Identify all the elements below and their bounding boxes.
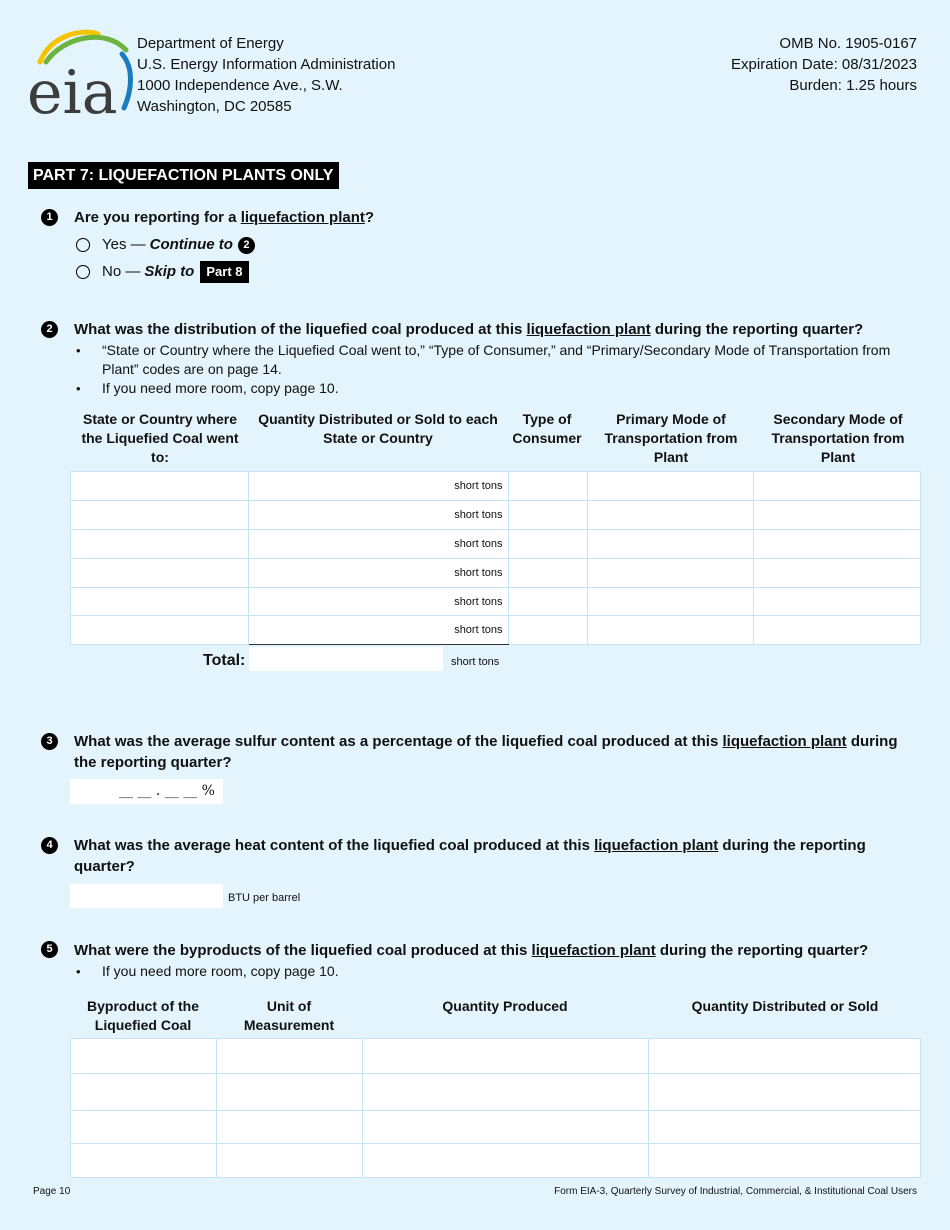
- total-unit: short tons: [451, 656, 500, 668]
- unit-label: short tons: [454, 567, 503, 579]
- question-number-5: 5: [41, 941, 58, 958]
- state-cell[interactable]: [71, 559, 249, 588]
- consumer-cell[interactable]: [508, 530, 588, 559]
- quantity-produced-cell[interactable]: [362, 1144, 649, 1178]
- state-cell[interactable]: [71, 501, 249, 530]
- col-header-primary-mode: Primary Mode of Transportation from Plant: [604, 411, 738, 465]
- primary-mode-cell[interactable]: [588, 559, 754, 588]
- table-row: [71, 472, 921, 501]
- omb-number: OMB No. 1905-0167: [779, 35, 917, 52]
- q4-text-before: What was the average heat content of the liquefied coal produced at this: [74, 837, 595, 854]
- quantity-cell[interactable]: [248, 472, 508, 501]
- secondary-mode-cell[interactable]: [754, 472, 921, 501]
- q1-text-link: liquefaction plant: [240, 209, 365, 226]
- table-row: [71, 1039, 921, 1074]
- primary-mode-cell[interactable]: [588, 530, 754, 559]
- question-4-text: [74, 835, 904, 877]
- q2-instructions: [74, 341, 904, 398]
- quantity-produced-cell[interactable]: [362, 1039, 649, 1074]
- q4-text-link: liquefaction plant: [594, 837, 719, 854]
- byproduct-cell[interactable]: [71, 1039, 217, 1074]
- state-cell[interactable]: [71, 588, 249, 616]
- no-radio[interactable]: [76, 265, 90, 279]
- primary-mode-cell[interactable]: [588, 472, 754, 501]
- unit-label: short tons: [454, 624, 503, 636]
- q1-option-yes[interactable]: [76, 235, 255, 255]
- table-row: [71, 588, 921, 616]
- col-header-byproduct: Byproduct of the Liquefied Coal: [87, 998, 199, 1033]
- consumer-cell[interactable]: [508, 559, 588, 588]
- yes-label: Yes —: [102, 236, 146, 253]
- col-header-quantity: Quantity Distributed or Sold to each State or Country: [258, 411, 498, 446]
- quantity-cell[interactable]: [248, 616, 508, 645]
- secondary-mode-cell[interactable]: [754, 559, 921, 588]
- question-number-4: 4: [41, 837, 58, 854]
- burden: Burden: 1.25 hours: [789, 77, 917, 94]
- instruction-item: • If you need more room, copy page 10.: [74, 962, 904, 981]
- primary-mode-cell[interactable]: [588, 501, 754, 530]
- state-cell[interactable]: [71, 616, 249, 645]
- eia-logo: [26, 28, 136, 118]
- yes-action: Continue to: [149, 236, 233, 253]
- unit-label: short tons: [454, 509, 503, 521]
- total-label-text: Total: [203, 652, 241, 669]
- consumer-cell[interactable]: [508, 616, 588, 645]
- omb-info: [731, 33, 917, 96]
- table-row: [71, 501, 921, 530]
- sulfur-percent-input[interactable]: __ __ . __ __ %: [70, 779, 223, 804]
- table-row: [71, 616, 921, 645]
- no-label: No —: [102, 263, 141, 280]
- table-row: [71, 559, 921, 588]
- col-header-secondary-mode: Secondary Mode of Transportation from Plant: [771, 411, 905, 465]
- quantity-cell[interactable]: [248, 588, 508, 616]
- col-header-quantity-produced: Quantity Produced: [442, 998, 568, 1014]
- col-header-unit: Unit of Measurement: [243, 998, 335, 1033]
- quantity-cell[interactable]: [248, 559, 508, 588]
- q1-option-no[interactable]: [76, 261, 249, 283]
- table-row: [71, 1111, 921, 1144]
- question-3-text: [74, 731, 904, 773]
- eia-logo-text: eia: [27, 58, 118, 118]
- no-action: Skip to: [144, 263, 195, 280]
- table-row: [71, 530, 921, 559]
- quantity-distributed-cell[interactable]: [649, 1111, 921, 1144]
- secondary-mode-cell[interactable]: [754, 616, 921, 645]
- unit-label: short tons: [454, 538, 503, 550]
- q3-text-before: What was the average sulfur content as a percentage of the liquefied coal produced at this: [74, 733, 723, 750]
- continue-target-number: 2: [238, 237, 255, 254]
- primary-mode-cell[interactable]: [588, 616, 754, 645]
- col-header-quantity-distributed: Quantity Distributed or Sold: [691, 998, 879, 1014]
- total-label: Total:: [203, 652, 246, 669]
- state-cell[interactable]: [71, 530, 249, 559]
- question-5-text: [74, 940, 924, 961]
- quantity-distributed-cell[interactable]: [649, 1039, 921, 1074]
- primary-mode-cell[interactable]: [588, 588, 754, 616]
- q2-text-link: liquefaction plant: [526, 321, 651, 338]
- q2-text-after: during the reporting quarter?: [650, 321, 864, 338]
- instruction-item: • “State or Country where the Liquefied Coal went to,” “Type of Consumer,” and “Primary/Secondary Mode of Transportation from Plant” codes are on page 14.: [74, 341, 904, 379]
- question-number-1: 1: [41, 209, 58, 226]
- table-row: [71, 1144, 921, 1178]
- yes-radio[interactable]: [76, 238, 90, 252]
- unit-cell[interactable]: [216, 1074, 362, 1111]
- q5-text-link: liquefaction plant: [531, 942, 656, 959]
- quantity-produced-cell[interactable]: [362, 1111, 649, 1144]
- consumer-cell[interactable]: [508, 472, 588, 501]
- part-title: PART 7: LIQUEFACTION PLANTS ONLY: [28, 162, 339, 189]
- question-1-text: [74, 207, 374, 228]
- heat-content-unit: BTU per barrel: [228, 892, 301, 904]
- expiration-date: Expiration Date: 08/31/2023: [731, 56, 917, 73]
- byproduct-cell[interactable]: [71, 1074, 217, 1111]
- agency-line: Washington, DC 20585: [137, 98, 292, 115]
- consumer-cell[interactable]: [508, 588, 588, 616]
- form-name: Form EIA-3, Quarterly Survey of Industrial, Commercial, & Institutional Coal Users: [554, 1186, 917, 1197]
- agency-line: 1000 Independence Ave., S.W.: [137, 77, 343, 94]
- secondary-mode-cell[interactable]: [754, 501, 921, 530]
- skip-target-badge: Part 8: [200, 261, 248, 283]
- q3-text-link: liquefaction plant: [722, 733, 847, 750]
- quantity-cell[interactable]: [248, 530, 508, 559]
- byproduct-cell[interactable]: [71, 1144, 217, 1178]
- unit-label: short tons: [454, 595, 503, 608]
- q5-text-after: during the reporting quarter?: [655, 942, 869, 959]
- unit-cell[interactable]: [216, 1144, 362, 1178]
- q3-text-after: during the reporting quarter?: [74, 733, 898, 771]
- byproducts-table: [70, 1038, 921, 1178]
- col-header-consumer: Type of Consumer: [512, 411, 582, 446]
- unit-cell[interactable]: [216, 1111, 362, 1144]
- secondary-mode-cell[interactable]: [754, 530, 921, 559]
- question-number-3: 3: [41, 733, 58, 750]
- q1-text-before: Are you reporting for a: [74, 209, 241, 226]
- consumer-cell[interactable]: [508, 501, 588, 530]
- byproduct-cell[interactable]: [71, 1111, 217, 1144]
- unit-label: short tons: [454, 480, 503, 492]
- secondary-mode-cell[interactable]: [754, 588, 921, 616]
- state-cell[interactable]: [71, 472, 249, 501]
- col-header-state: State or Country where the Liquefied Coal went to:: [81, 411, 239, 465]
- agency-address: [137, 33, 395, 117]
- q5-instructions: [74, 962, 904, 981]
- question-2-text: [74, 319, 904, 340]
- unit-cell[interactable]: [216, 1039, 362, 1074]
- page-number: Page 10: [33, 1186, 71, 1197]
- instruction-item: • If you need more room, copy page 10.: [74, 379, 904, 398]
- agency-line: U.S. Energy Information Administration: [137, 56, 396, 73]
- table-row: [71, 1074, 921, 1111]
- q5-text-before: What were the byproducts of the liquefied coal produced at this: [74, 942, 532, 959]
- quantity-produced-cell[interactable]: [362, 1074, 649, 1111]
- quantity-distributed-cell[interactable]: [649, 1074, 921, 1111]
- total-input[interactable]: [249, 647, 443, 671]
- q2-text-before: What was the distribution of the liquefied coal produced at this: [74, 321, 527, 338]
- distribution-table: [70, 471, 921, 645]
- quantity-cell[interactable]: [248, 501, 508, 530]
- q4-text-after: during the reporting quarter?: [74, 837, 866, 875]
- q1-text-after: ?: [364, 209, 375, 226]
- agency-line: Department of Energy: [137, 35, 284, 52]
- heat-content-input[interactable]: [70, 884, 223, 908]
- question-number-2: 2: [41, 321, 58, 338]
- quantity-distributed-cell[interactable]: [649, 1144, 921, 1178]
